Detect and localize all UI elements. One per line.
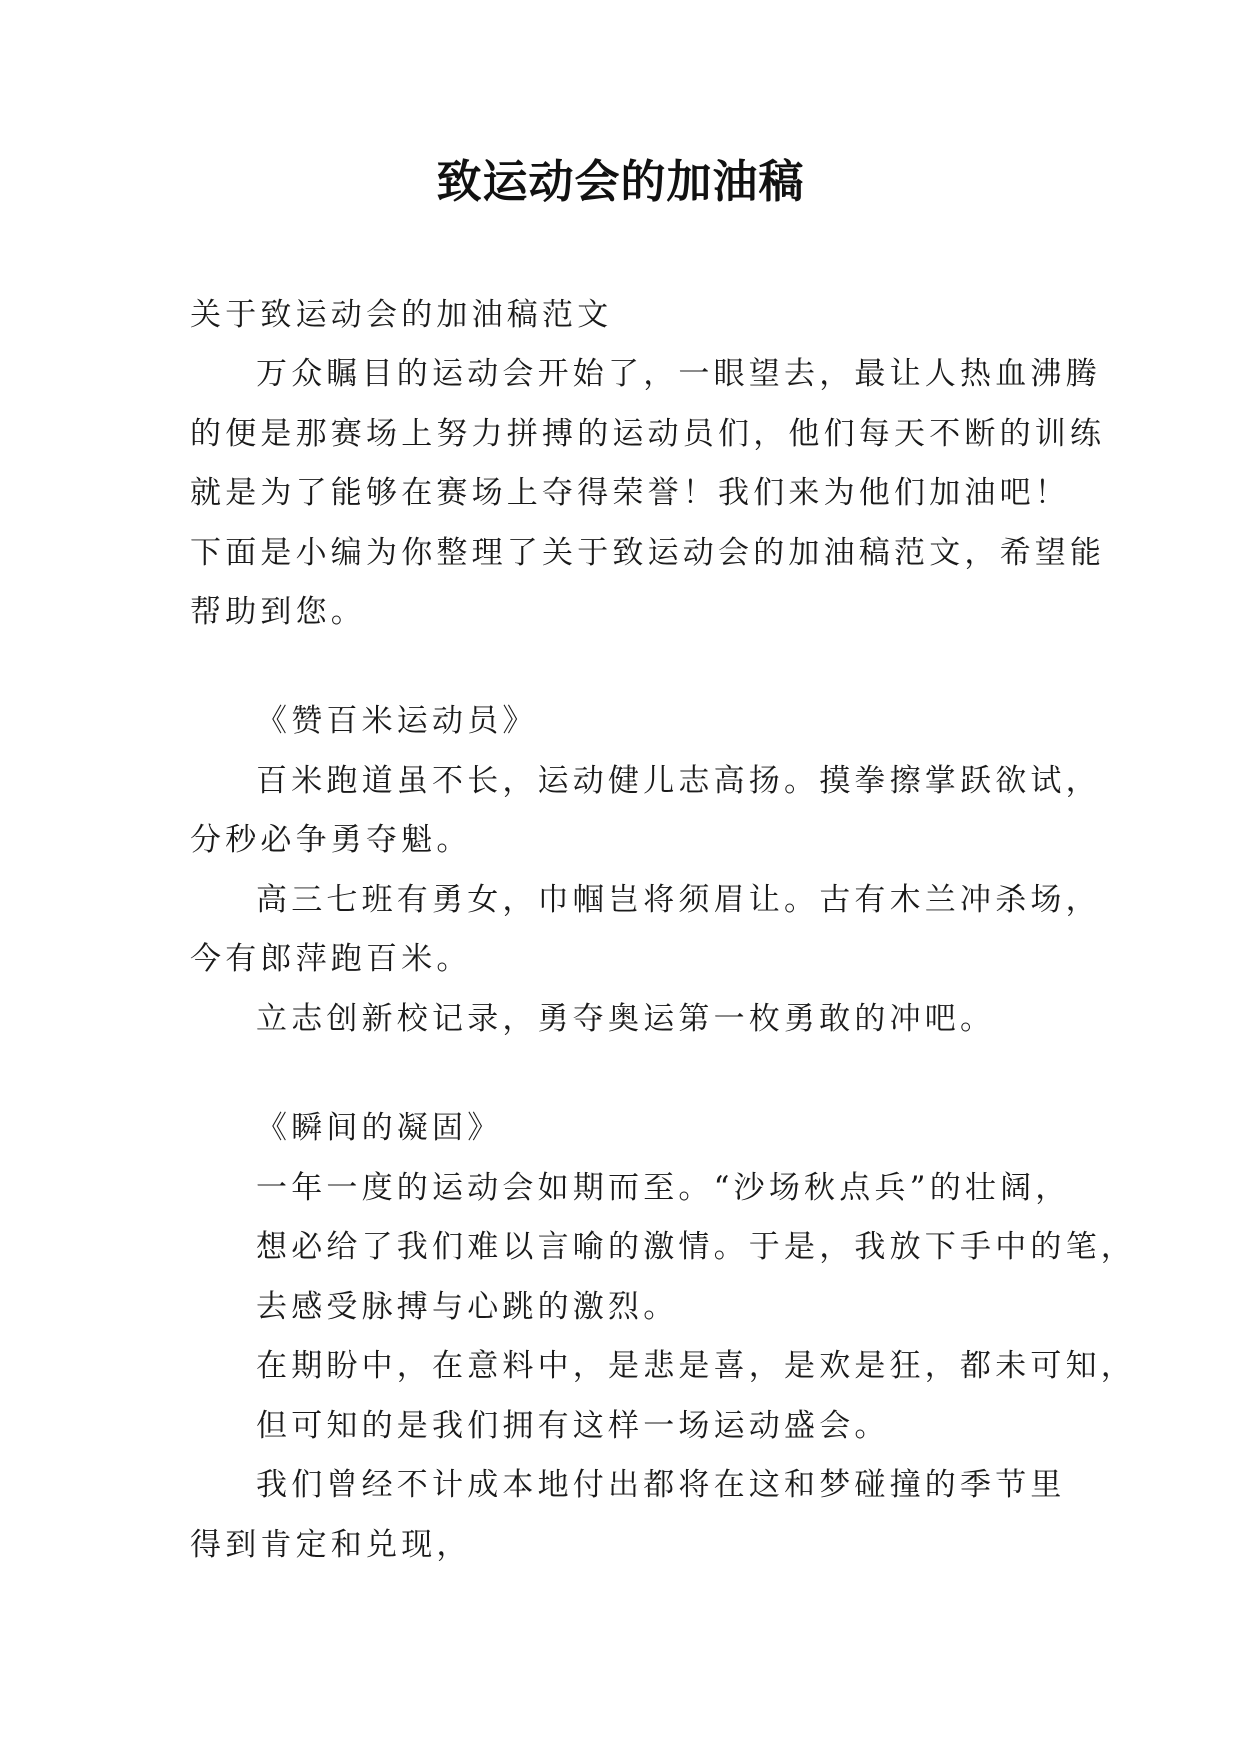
document-title: 致运动会的加油稿	[436, 155, 805, 208]
paragraph-line: 但可知的是我们拥有这样一场运动盛会。	[256, 1408, 890, 1444]
paragraph-line: 就是为了能够在赛场上夺得荣誉！我们来为他们加油吧！	[190, 475, 1070, 511]
paragraph-line: 万众瞩目的运动会开始了，一眼望去，最让人热血沸腾	[256, 356, 1101, 392]
paragraph-line: 在期盼中，在意料中，是悲是喜，是欢是狂，都未可知，	[256, 1348, 1136, 1384]
paragraph-line: 百米跑道虽不长，运动健儿志高扬。摸拳擦掌跃欲试，	[256, 763, 1101, 799]
paragraph-line: 一年一度的运动会如期而至。“沙场秋点兵”的壮阔，	[256, 1170, 1071, 1206]
section-heading: 《赞百米运动员》	[256, 703, 538, 739]
paragraph-line: 分秒必争勇夺魁。	[190, 822, 472, 858]
intro-heading: 关于致运动会的加油稿范文	[190, 297, 613, 333]
paragraph-line: 的便是那赛场上努力拼搏的运动员们，他们每天不断的训练	[190, 416, 1106, 452]
paragraph-line: 立志创新校记录，勇夺奥运第一枚勇敢的冲吧。	[256, 1001, 996, 1037]
paragraph-line: 下面是小编为你整理了关于致运动会的加油稿范文，希望能	[190, 535, 1106, 571]
paragraph-line: 帮助到您。	[190, 594, 366, 630]
paragraph-line: 我们曾经不计成本地付出都将在这和梦碰撞的季节里	[256, 1467, 1066, 1503]
paragraph-line: 今有郎萍跑百米。	[190, 941, 472, 977]
paragraph-line: 去感受脉搏与心跳的激烈。	[256, 1289, 679, 1325]
paragraph-line: 想必给了我们难以言喻的激情。于是，我放下手中的笔，	[256, 1229, 1136, 1265]
section-heading: 《瞬间的凝固》	[256, 1110, 503, 1146]
paragraph-line: 得到肯定和兑现，	[190, 1527, 472, 1563]
paragraph-line: 高三七班有勇女，巾帼岂将须眉让。古有木兰冲杀场，	[256, 882, 1101, 918]
